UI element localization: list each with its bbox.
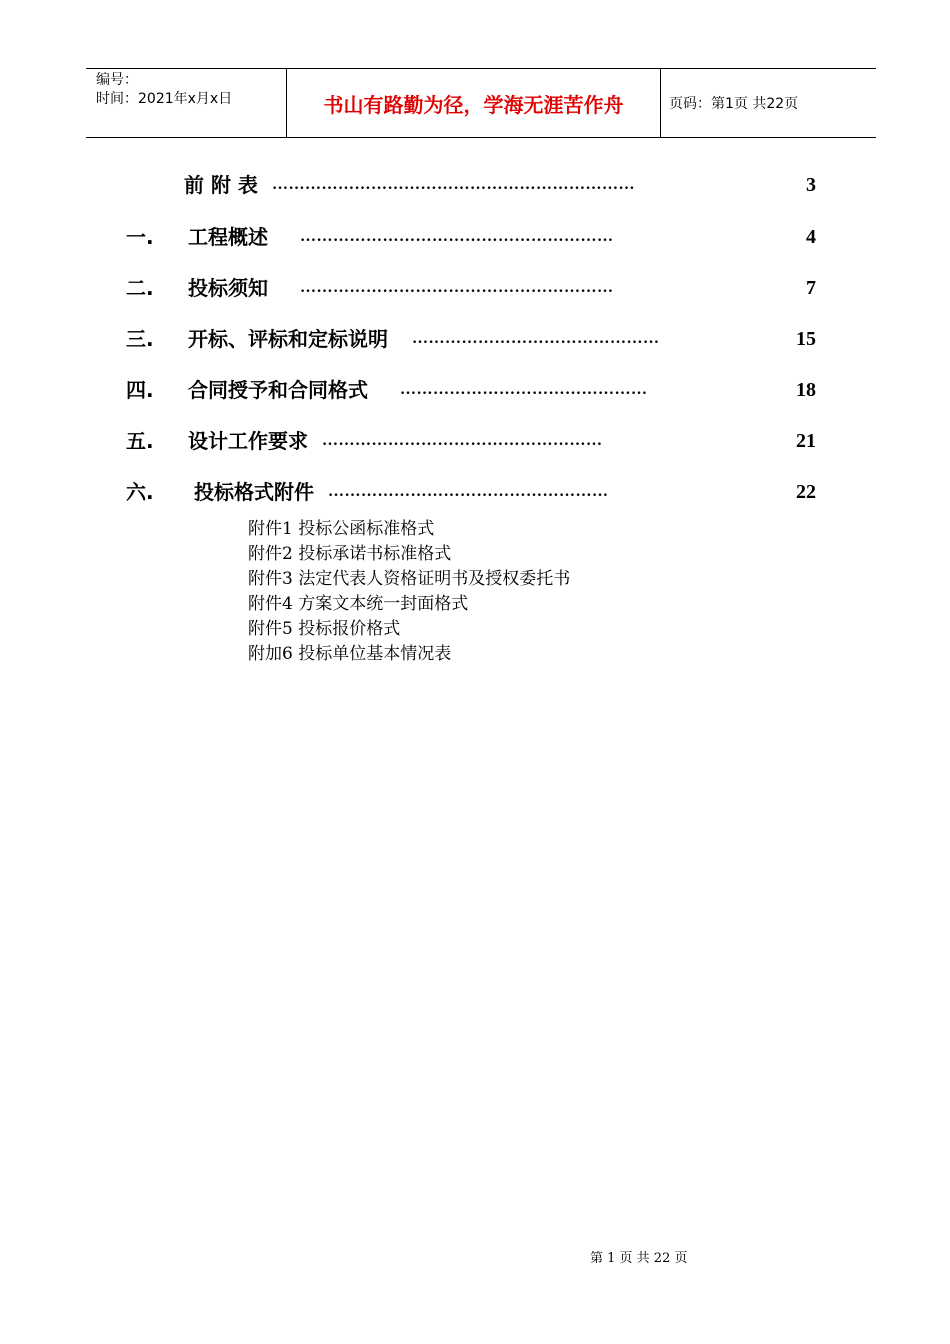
toc-title: 设计工作要求 [188,429,308,453]
toc-row [0,375,950,405]
toc-page: 4 [806,226,816,248]
header-meta [96,71,232,109]
toc-title: 开标、评标和定标说明 [188,327,388,351]
toc-row [0,170,950,200]
toc-dots: ……………………………………… [400,381,648,398]
toc-page: 22 [796,481,816,503]
appendix-item: 附件3 法定代表人资格证明书及授权委托书 [248,569,571,589]
toc-dots: ………………………………………………………… [272,176,635,193]
toc-number: 二. [126,276,154,300]
appendix-item: 附件4 方案文本统一封面格式 [248,594,469,614]
toc-row [0,273,950,303]
toc-number: 六. [126,480,154,504]
toc-title: 投标须知 [188,276,268,300]
toc-title: 工程概述 [188,225,268,249]
toc-page: 7 [806,277,816,299]
toc-dots: ………………………………………………… [300,279,614,296]
toc-dots: …………………………………………… [322,432,603,449]
appendix-item: 附加6 投标单位基本情况表 [248,644,452,664]
toc-number: 五. [126,429,154,453]
toc-page: 15 [796,328,816,350]
toc-title: 合同授予和合同格式 [188,378,368,402]
toc-row [0,222,950,252]
toc-number: 一. [126,225,154,249]
toc-dots: ………………………………………………… [300,228,614,245]
toc-row [0,477,950,507]
toc-number: 四. [126,378,154,402]
toc-page: 18 [796,379,816,401]
toc-page: 3 [806,174,816,196]
toc-row [0,324,950,354]
toc-title: 前 附 表 [184,173,258,197]
header-page: 页码：第1页 共22页 [669,96,799,112]
toc-dots: …………………………………………… [328,483,609,500]
toc-row [0,426,950,456]
appendix-item: 附件5 投标报价格式 [248,619,401,639]
toc-dots: ……………………………………… [412,330,660,347]
header-number: 编号： [96,72,138,88]
toc-title: 投标格式附件 [194,480,314,504]
toc-page: 21 [796,430,816,452]
page-header [86,68,876,138]
appendix-item: 附件1 投标公函标准格式 [248,519,435,539]
header-date: 时间：2021年x月x日 [96,91,233,107]
appendix-item: 附件2 投标承诺书标准格式 [248,544,452,564]
header-motto: 书山有路勤为径，学海无涯苦作舟 [286,69,661,137]
toc-number: 三. [126,327,154,351]
page-footer: 第 1 页 共 22 页 [590,1251,688,1266]
